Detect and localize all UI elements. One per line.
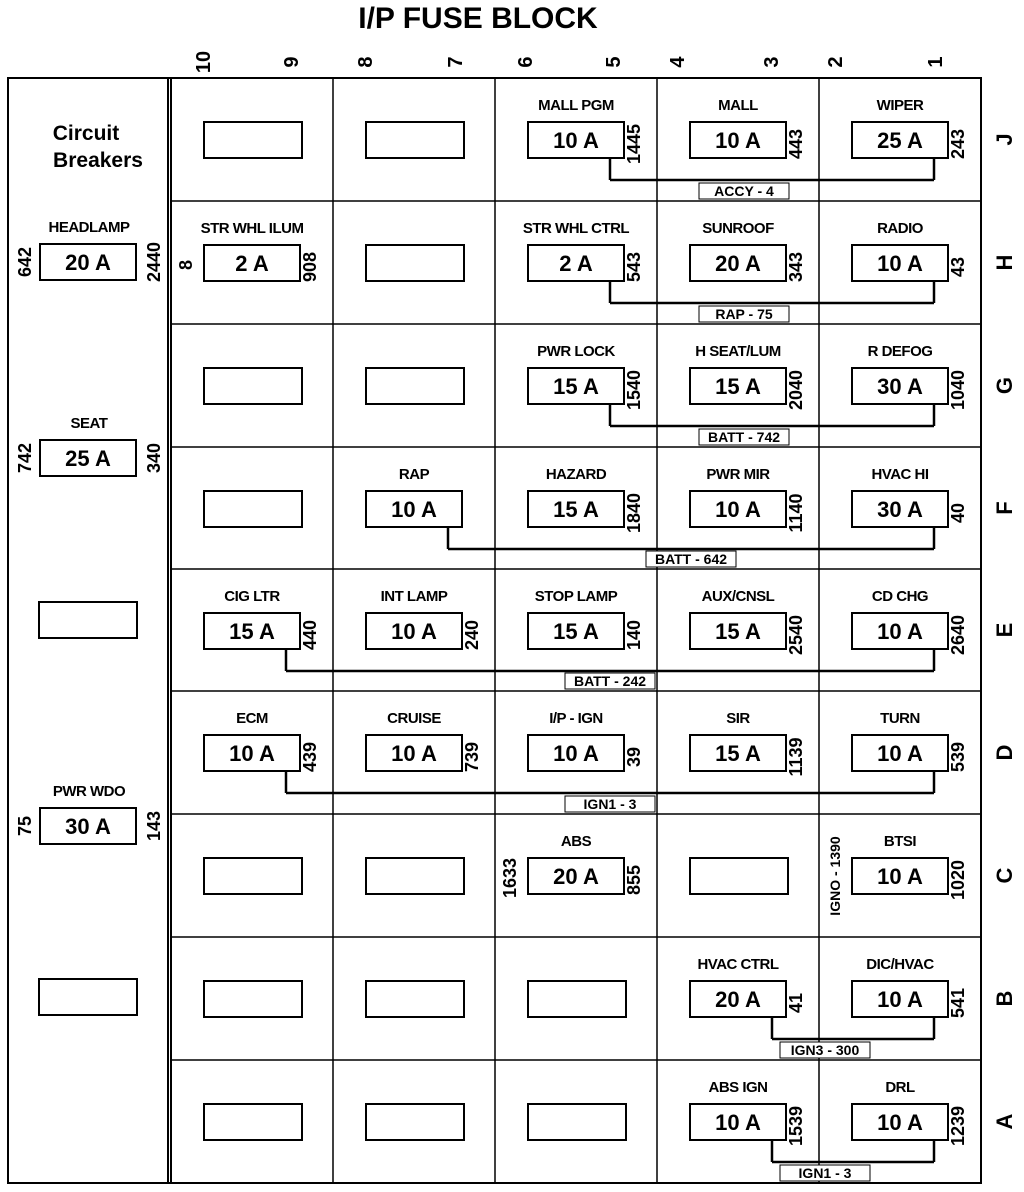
fuse-circuit: 40 [948, 502, 968, 524]
fuse-rating: 10 A [877, 1110, 923, 1135]
bus-label: ACCY - 4 [714, 183, 774, 199]
breaker-rating: 20 A [65, 250, 111, 275]
fuse-label: HVAC HI [871, 466, 929, 483]
fuse-rating: 15 A [553, 497, 599, 522]
fuse-rating: 10 A [715, 497, 761, 522]
fuse [690, 710, 806, 777]
fuse-rating: 15 A [715, 741, 761, 766]
fuse-label: ECM [236, 710, 268, 727]
fuse-circuit: 2640 [948, 614, 968, 656]
fuse-circuit: 140 [624, 619, 644, 651]
fuse-label: CIG LTR [224, 588, 280, 605]
fuse-label: STR WHL CTRL [522, 220, 630, 237]
fuse-circuit: 439 [300, 741, 320, 773]
fuse [690, 343, 806, 410]
breaker-box [39, 602, 137, 638]
fuse-circuit: 39 [624, 746, 644, 768]
fuse-rating: 10 A [391, 497, 437, 522]
bus-label: BATT - 642 [654, 551, 728, 567]
row-letter: J [992, 133, 1017, 146]
fuse-label: CRUISE [387, 710, 441, 727]
fuse-rating: 25 A [877, 128, 923, 153]
fuse-label: H SEAT/LUM [695, 343, 781, 360]
empty-fuse-slot [366, 245, 464, 281]
fuse-circuit: 1239 [948, 1105, 968, 1147]
fuse-rating: 15 A [553, 374, 599, 399]
fuse-circuit: 541 [948, 987, 968, 1019]
fuse-rating: 10 A [877, 619, 923, 644]
fuse-rating: 2 A [235, 251, 269, 276]
diagram-title: I/P FUSE BLOCK [358, 2, 598, 35]
fuse-label: DRL [885, 1079, 915, 1096]
fuse-rating: 10 A [229, 741, 275, 766]
fuse-rating: 10 A [877, 987, 923, 1012]
bus-label: IGN3 - 300 [790, 1042, 860, 1058]
empty-fuse-slot [366, 368, 464, 404]
fuse-circuit: 539 [948, 741, 968, 773]
row-letter: G [992, 376, 1017, 395]
fuse-label: INT LAMP [380, 588, 448, 605]
column-number: 7 [445, 56, 467, 68]
bus-label: RAP - 75 [715, 306, 773, 322]
breaker-circuit-left: 742 [15, 442, 35, 474]
bus-bar [448, 527, 934, 567]
row-letter: E [992, 622, 1017, 638]
fuse [852, 1079, 968, 1146]
column-number: 9 [281, 56, 303, 68]
fuse-circuit: 855 [624, 864, 644, 896]
fuse-circuit: 243 [948, 128, 968, 160]
empty-fuse-slot [204, 368, 302, 404]
empty-fuse-slot [366, 858, 464, 894]
column-number: 8 [355, 56, 377, 68]
fuse-circuit: 739 [462, 741, 482, 773]
fuse [690, 466, 806, 533]
fuse-circuit-left: 1633 [500, 857, 520, 899]
fuse-rating: 2 A [559, 251, 593, 276]
fuse-circuit-left: IGNO - 1390 [827, 836, 843, 916]
fuse-label: HAZARD [545, 466, 607, 483]
fuse [852, 466, 968, 527]
fuse [690, 588, 806, 655]
empty-fuse-slot [366, 1104, 464, 1140]
fuse [523, 220, 644, 282]
fuse-rating: 30 A [877, 497, 923, 522]
fuse-rating: 10 A [553, 741, 599, 766]
fuse-circuit: 1020 [948, 859, 968, 901]
circuit-breaker [15, 783, 164, 844]
column-number: 1 [925, 56, 947, 68]
breaker-label: PWR WDO [52, 783, 126, 800]
fuse [528, 466, 644, 533]
fuse-label: CD CHG [871, 588, 929, 605]
fuse [500, 833, 644, 898]
fuse-circuit: 1539 [786, 1105, 806, 1147]
fuse-label: STR WHL ILUM [200, 220, 304, 237]
fuse-circuit: 1445 [624, 123, 644, 165]
circuit-breaker [15, 415, 164, 476]
bus-bar [610, 404, 934, 445]
column-number: 3 [761, 56, 783, 68]
fuse-circuit: 1540 [624, 369, 644, 411]
circuit-breaker [39, 979, 137, 1015]
breaker-circuit-right: 2440 [144, 241, 164, 283]
breaker-label: SEAT [70, 415, 108, 432]
fuse-label: AUX/CNSL [701, 588, 775, 605]
circuit-breakers-heading: Circuit [52, 122, 120, 145]
row-letter: B [992, 990, 1017, 1007]
breaker-circuit-left: 75 [15, 815, 35, 837]
fuse [690, 97, 806, 159]
fuse-rating: 10 A [391, 619, 437, 644]
fuse [690, 220, 806, 282]
fuse-label: RAP [398, 466, 430, 483]
fuse [528, 710, 644, 771]
fuse [852, 588, 968, 655]
empty-fuse-slot [366, 122, 464, 158]
column-number: 2 [825, 56, 847, 68]
fuse-rating: 15 A [715, 374, 761, 399]
row-letter: C [992, 867, 1017, 884]
fuse-label: PWR MIR [706, 466, 770, 483]
fuse-circuit: 1140 [786, 493, 806, 533]
empty-fuse-slot [528, 981, 626, 1017]
fuse-label: I/P - IGN [549, 710, 603, 727]
fuse [852, 956, 968, 1018]
circuit-breaker [39, 602, 137, 638]
fuse-circuit-left: 8 [176, 259, 196, 271]
fuse [852, 220, 968, 281]
fuse [204, 588, 320, 650]
column-number: 6 [515, 56, 537, 68]
fuse [852, 97, 968, 159]
row-letter: A [992, 1113, 1017, 1130]
bus-bars [286, 158, 934, 1181]
fuse [852, 343, 968, 410]
fuse [528, 97, 644, 164]
fuse-label: TURN [880, 710, 920, 727]
bus-bar [772, 1017, 934, 1058]
fuse-rating: 15 A [553, 619, 599, 644]
fuse-label: SUNROOF [702, 220, 774, 237]
fuse-rating: 20 A [715, 251, 761, 276]
fuse-label: RADIO [877, 220, 923, 237]
fuse-rating: 10 A [877, 741, 923, 766]
fuse-circuit: 240 [462, 619, 482, 651]
bus-bar [286, 649, 934, 689]
fuse-circuit: 1840 [624, 492, 644, 534]
empty-fuse-slot [204, 1104, 302, 1140]
fuse-label: ABS IGN [708, 1079, 768, 1096]
fuse-rating: 10 A [553, 128, 599, 153]
empty-fuse-slot [204, 491, 302, 527]
fuse-label: MALL [718, 97, 758, 114]
fuse-label: R DEFOG [867, 343, 933, 360]
fuse-circuit: 1040 [948, 369, 968, 411]
column-number: 4 [667, 56, 689, 68]
empty-fuse-slot [204, 122, 302, 158]
empty-fuse-slot [204, 858, 302, 894]
fuse-circuit: 443 [786, 128, 806, 160]
fuse-circuit: 908 [300, 251, 320, 283]
fuse-label: BTSI [883, 833, 917, 850]
fuse [366, 466, 462, 527]
fuse-circuit: 343 [786, 251, 806, 283]
breaker-rating: 25 A [65, 446, 111, 471]
row-letter: D [992, 744, 1017, 761]
fuse-rating: 10 A [877, 864, 923, 889]
bus-bar [610, 281, 934, 322]
circuit-breakers-heading: Breakers [53, 149, 143, 172]
breaker-rating: 30 A [65, 814, 111, 839]
bus-bar [286, 771, 934, 812]
fuse-circuit: 2540 [786, 614, 806, 656]
fuse [690, 1079, 806, 1146]
breaker-label: HEADLAMP [48, 219, 130, 236]
breaker-circuit-left: 642 [15, 246, 35, 278]
fuse-label: WIPER [876, 97, 924, 114]
bus-label: IGN1 - 3 [798, 1165, 852, 1181]
fuse-circuit: 1139 [786, 737, 806, 777]
empty-fuse-slot [204, 981, 302, 1017]
breaker-box [39, 979, 137, 1015]
fuse-circuit: 41 [786, 992, 806, 1014]
bus-label: BATT - 742 [707, 429, 781, 445]
row-letter: F [992, 501, 1017, 515]
fuse [204, 710, 320, 772]
fuse [176, 220, 320, 282]
bus-label: BATT - 242 [573, 673, 647, 689]
fuse [366, 588, 482, 650]
circuit-breaker [15, 219, 164, 282]
fuse-rating: 10 A [715, 1110, 761, 1135]
fuse-label: DIC/HVAC [866, 956, 934, 973]
fuse-rating: 10 A [877, 251, 923, 276]
empty-fuse-slot [366, 981, 464, 1017]
fuse-rating: 10 A [715, 128, 761, 153]
fuse-circuit: 543 [624, 251, 644, 283]
column-number: 10 [193, 50, 215, 74]
fuse-circuit: 440 [300, 619, 320, 651]
breaker-circuit-right: 143 [144, 810, 164, 842]
fuse-rating: 15 A [715, 619, 761, 644]
fuse [366, 710, 482, 772]
empty-fuse-slot [690, 858, 788, 894]
fuse-label: PWR LOCK [537, 343, 615, 360]
fuse-slots [176, 97, 968, 1146]
bus-bar [610, 158, 934, 199]
column-number: 5 [603, 56, 625, 68]
fuse-rating: 10 A [391, 741, 437, 766]
fuse-circuit: 2040 [786, 369, 806, 411]
breaker-circuit-right: 340 [144, 442, 164, 474]
fuse-rating: 15 A [229, 619, 275, 644]
fuse [528, 588, 644, 650]
fuse-label: HVAC CTRL [697, 956, 779, 973]
fuse-rating: 30 A [877, 374, 923, 399]
empty-fuse-slot [528, 1104, 626, 1140]
fuse [852, 710, 968, 772]
fuse [690, 956, 806, 1017]
fuse-rating: 20 A [715, 987, 761, 1012]
fuse-label: STOP LAMP [534, 588, 618, 605]
row-letter: H [992, 254, 1017, 271]
circuit-breaker-panel [15, 122, 164, 1015]
fuse-label: ABS [560, 833, 592, 850]
fuse-label: MALL PGM [538, 97, 614, 114]
fuse-rating: 20 A [553, 864, 599, 889]
fuse [528, 343, 644, 410]
bus-label: IGN1 - 3 [583, 796, 637, 812]
fuse-label: SIR [726, 710, 750, 727]
fuse [827, 833, 968, 916]
fuse-circuit: 43 [948, 256, 968, 278]
